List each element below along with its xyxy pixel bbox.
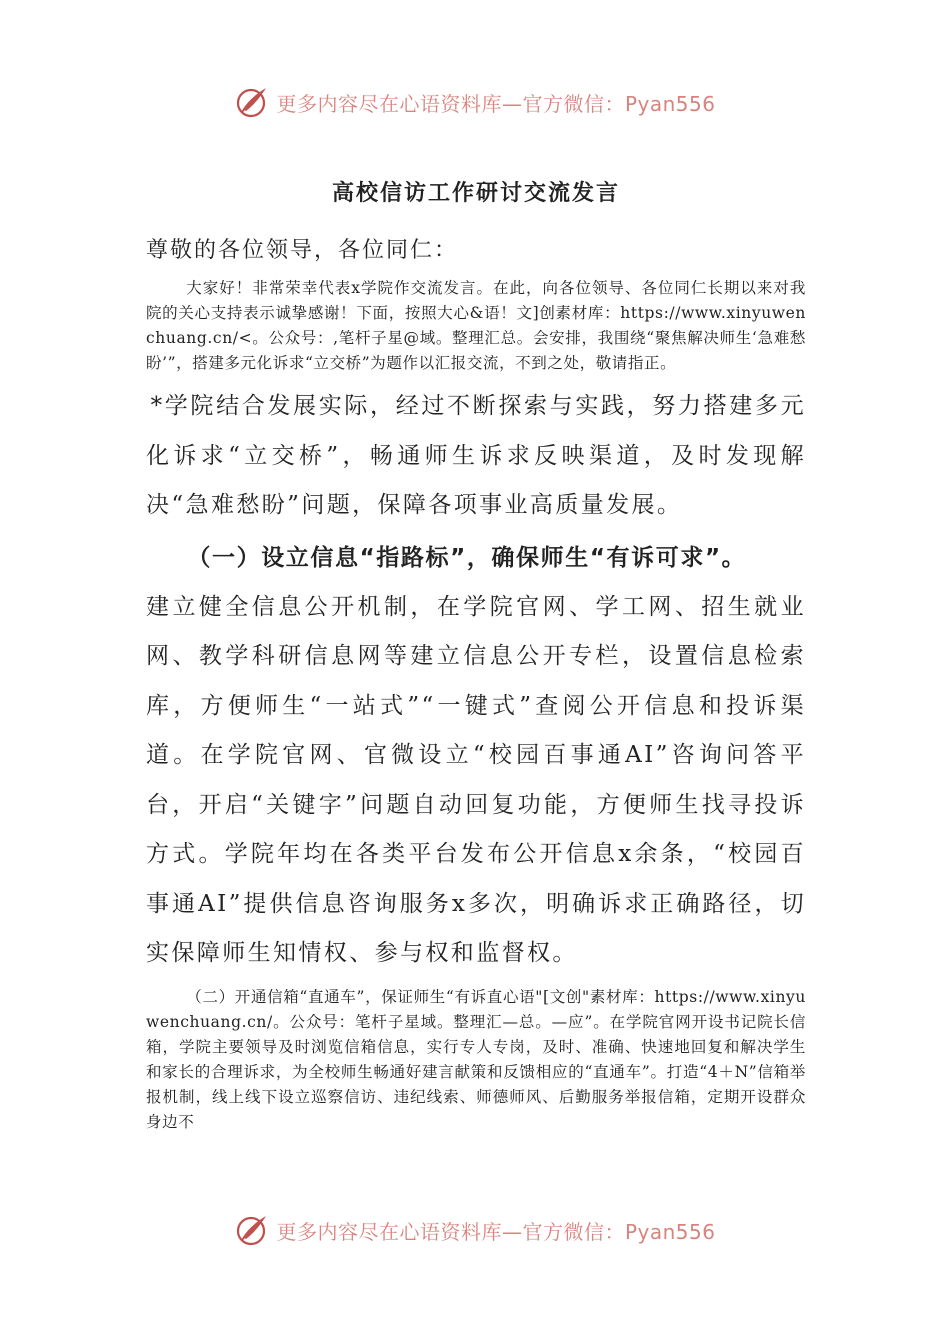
watermark-text-bottom: 更多内容尽在心语资料库—官方微信：Pyan556 — [276, 1219, 716, 1244]
document-title: 高校信访工作研讨交流发言 — [331, 181, 620, 206]
document-page — [146, 170, 806, 1135]
watermark-banner-bottom — [0, 1208, 950, 1252]
intro-paragraph: 大家好！非常荣幸代表x学院作交流发言。在此，向各位领导、各位同仁长期以来对我院的关心支持表示诚挚感谢！下面，按照大心&语！文]创素材库：https://www.xinyuwenchuang.cn/<。公众号：,笔杆子星@域。整理汇总。会安排，我围绕“聚焦解决师生‘急难愁盼’”，搭建多元化诉求“立交桥”为题作以汇报交流，不到之处，敬请指正。 — [146, 279, 806, 372]
quill-pen-logo-icon — [234, 84, 270, 120]
section1-body: 建立健全信息公开机制，在学院官网、学工网、招生就业网、教学科研信息网等建立信息公开专栏，设置信息检索库，方便师生“一站式”“一键式”查阅公开信息和投诉渠道。在学院官网、官微设立“校园百事通AI”咨询问答平台，开启“关键字”问题自动回复功能，方便师生找寻投诉方式。学院年均在各类平台发布公开信息x余条，“校园百事通AI”提供信息咨询服务x多次，明确诉求正确路径，切实保障师生知情权、参与权和监督权。 — [146, 593, 806, 966]
quill-pen-logo-icon — [234, 1212, 270, 1248]
watermark-text-top: 更多内容尽在心语资料库—官方微信：Pyan556 — [276, 91, 716, 116]
salutation: 尊敬的各位领导，各位同仁： — [146, 238, 459, 263]
watermark-banner-top — [0, 80, 950, 124]
section2-paragraph: （二）开通信箱“直通车”，保证师生“有诉直心语"[文创"素材库：https://www.xinyuwenchuang.cn/。公众号：笔杆子星域。整理汇—总。—应”。在学院官网开设书记院长信箱，学院主要领导及时浏览信箱信息，实行专人专岗，及时、准确、快速地回复和解决学生和家长的合理诉求，为全校师生畅通好建言献策和反馈相应的“直通车”。打造“4＋N”信箱举报机制，线上线下设立巡察信访、违纪线索、师德师风、后勤服务举报信箱，定期开设群众身边不 — [146, 987, 806, 1131]
overview-paragraph: *学院结合发展实际，经过不断探索与实践，努力搭建多元化诉求“立交桥”，畅通师生诉求反映渠道，及时发现解决“急难愁盼”问题，保障各项事业高质量发展。 — [146, 393, 806, 518]
section1-heading: （一）设立信息“指路标”，确保师生“有诉可求”。 — [187, 544, 747, 571]
